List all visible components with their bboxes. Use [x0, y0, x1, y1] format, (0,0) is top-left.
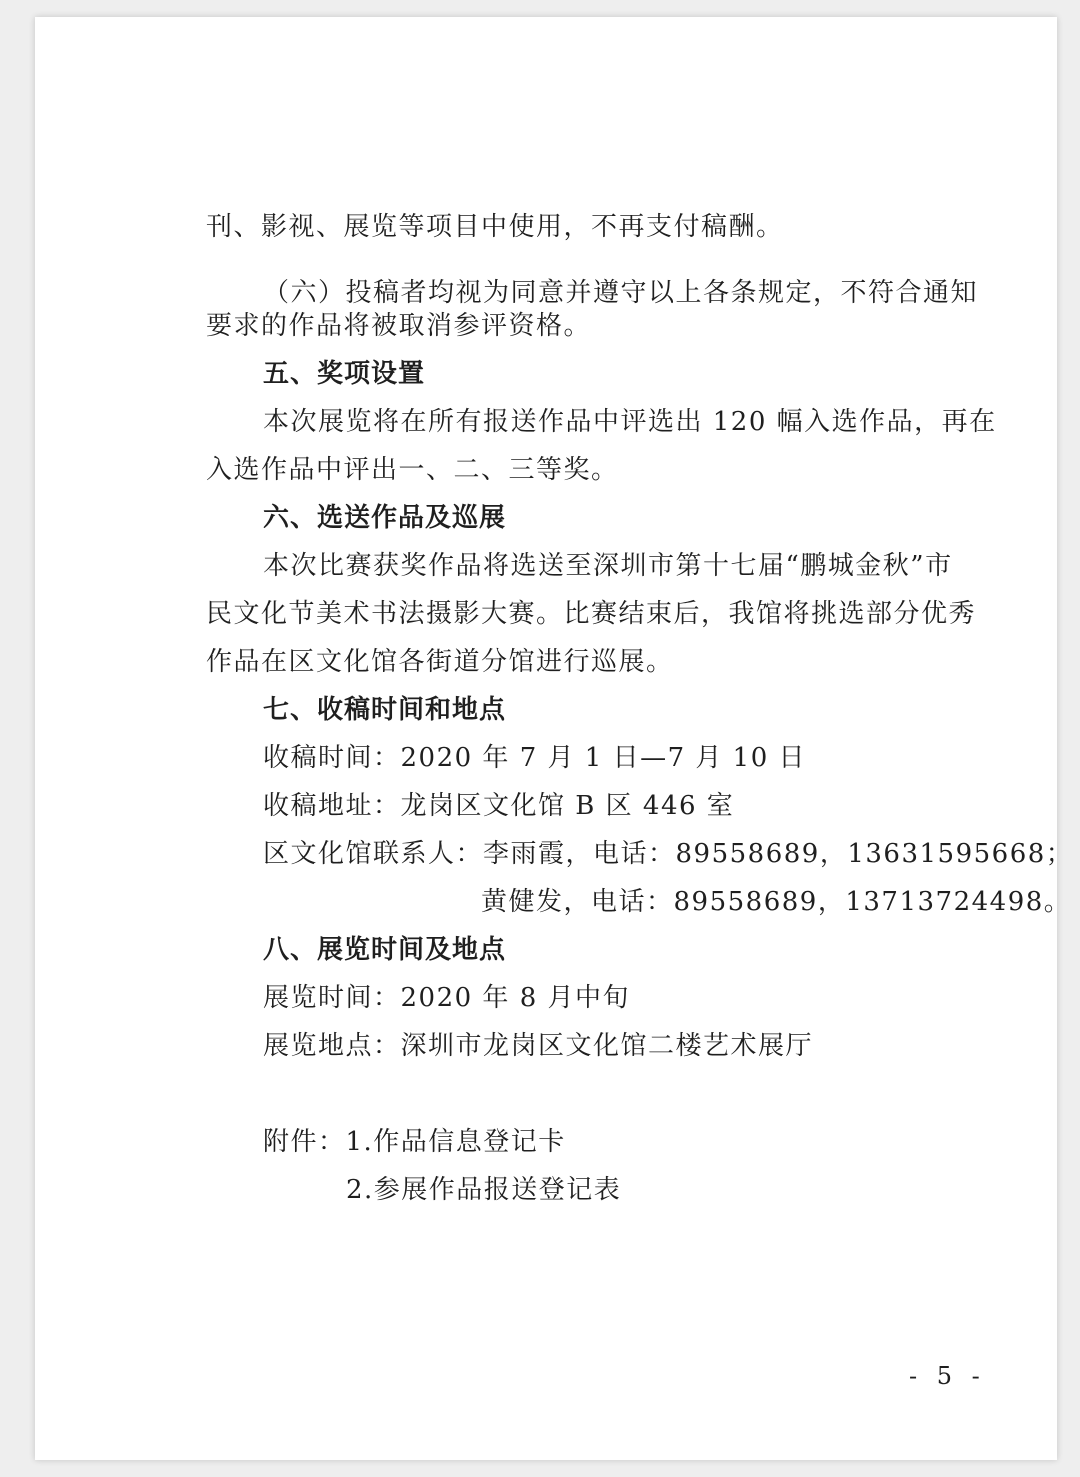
body-text-line: 要求的作品将被取消参评资格。 — [206, 311, 592, 341]
body-text-line: 民文化节美术书法摄影大赛。比赛结束后，我馆将挑选部分优秀 — [206, 599, 977, 629]
section-heading-submission: 七、收稿时间和地点 — [263, 695, 507, 725]
section-heading-selection: 六、选送作品及巡展 — [263, 503, 507, 533]
contact-person-2: 黄健发，电话：89558689，13713724498。 — [481, 887, 1072, 917]
body-text-line: 入选作品中评出一、二、三等奖。 — [206, 455, 619, 485]
document-page — [35, 17, 1074, 1460]
body-text-line: 本次比赛获奖作品将选送至深圳市第十七届“鹏城金秋”市 — [263, 551, 953, 581]
page-number: - 5 - — [909, 1362, 986, 1390]
attachment-2: 2.参展作品报送登记表 — [346, 1175, 622, 1205]
contact-person-1: 区文化馆联系人：李雨霞，电话：89558689，13631595668； — [263, 839, 1074, 869]
attachment-1: 附件：1.作品信息登记卡 — [263, 1127, 566, 1157]
body-text-line: 本次展览将在所有报送作品中评选出 120 幅入选作品，再在 — [263, 407, 997, 437]
body-text-line: 作品在区文化馆各街道分馆进行巡展。 — [206, 647, 674, 677]
exhibition-location: 展览地点：深圳市龙岗区文化馆二楼艺术展厅 — [263, 1031, 814, 1061]
submission-time: 收稿时间：2020 年 7 月 1 日—7 月 10 日 — [263, 743, 806, 773]
body-text-line: （六）投稿者均视为同意并遵守以上各条规定，不符合通知 — [263, 278, 979, 308]
exhibition-time: 展览时间：2020 年 8 月中旬 — [263, 983, 631, 1013]
body-text-line: 刊、影视、展览等项目中使用，不再支付稿酬。 — [206, 212, 784, 242]
submission-address: 收稿地址：龙岗区文化馆 B 区 446 室 — [263, 791, 735, 821]
section-heading-exhibition: 八、展览时间及地点 — [263, 935, 507, 965]
section-heading-awards: 五、奖项设置 — [263, 359, 426, 389]
